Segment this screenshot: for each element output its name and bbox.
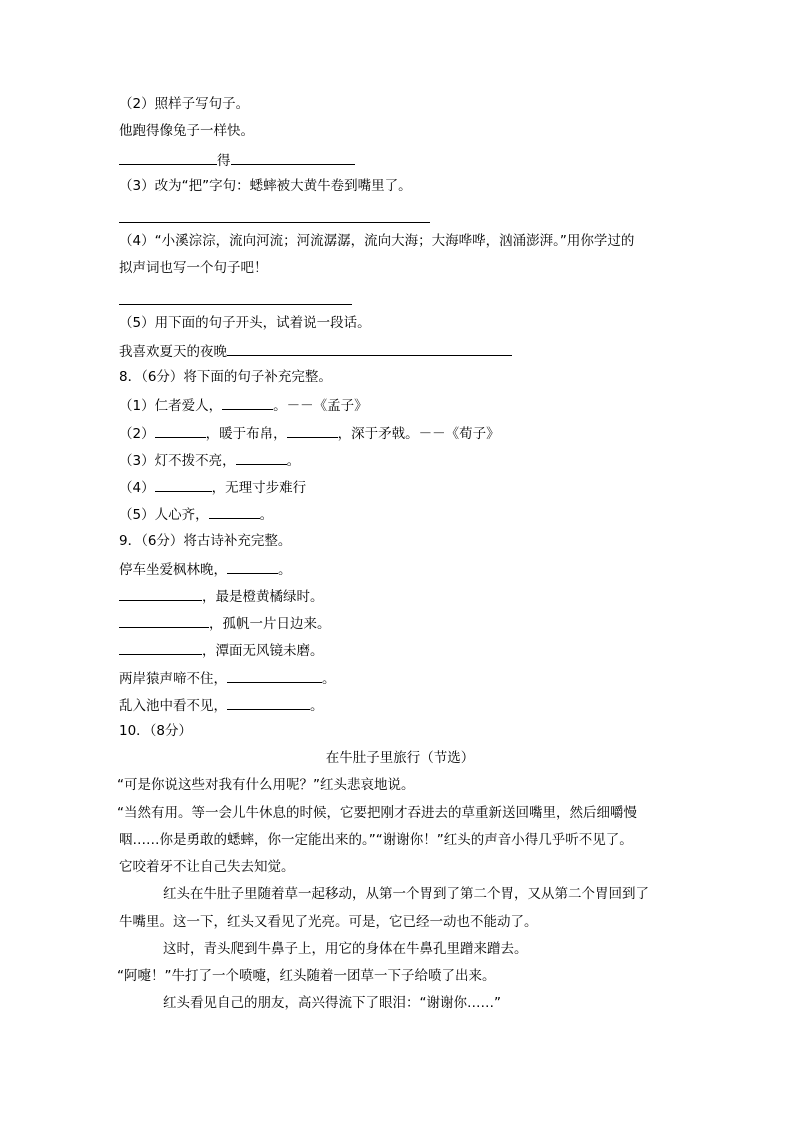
q7-sub3-label: （3）改为“把”字句：蟋蟀被大黄牛卷到嘴里了。 bbox=[119, 178, 412, 194]
text: 两岸猿声啼不住， bbox=[119, 671, 227, 687]
passage-line: 红头在牛肚子里随着草一起移动，从第一个胃到了第二个胃，又从第二个胃回到了 bbox=[163, 886, 649, 902]
q9-line-1 bbox=[119, 558, 292, 578]
q9-line-3 bbox=[119, 612, 331, 632]
text: 停车坐爱枫林晚， bbox=[119, 562, 227, 578]
q7-sub4-line1: （4）“小溪淙淙，流向河流；河流潺潺，流向大海；大海哗哗，汹涌澎湃。”用你学过的 bbox=[119, 233, 635, 249]
text: ，暖于布帛， bbox=[205, 426, 287, 442]
text: ，潭面无风镜未磨。 bbox=[202, 643, 324, 659]
text: （2） bbox=[119, 426, 155, 442]
q9-line-4 bbox=[119, 639, 324, 659]
passage-line: 这时，青头爬到牛鼻子上，用它的身体在牛鼻孔里蹭来蹭去。 bbox=[163, 941, 528, 957]
passage-line: “阿嚏！”牛打了一个喷嚏，红头随着一团草一下子给喷了出来。 bbox=[117, 968, 496, 984]
text: （1）仁者爱人， bbox=[119, 398, 223, 414]
text: 乱入池中看不见， bbox=[119, 698, 227, 714]
answer-blank[interactable] bbox=[236, 449, 287, 465]
q7-sub2-example: 他跑得像兔子一样快。 bbox=[119, 123, 254, 139]
q8-item-4 bbox=[119, 476, 306, 496]
answer-blank[interactable] bbox=[209, 503, 260, 519]
answer-blank[interactable] bbox=[155, 422, 206, 438]
answer-blank[interactable] bbox=[227, 667, 322, 683]
answer-blank[interactable] bbox=[227, 340, 512, 356]
passage-line: 牛嘴里。这一下，红头又看见了光亮。可是，它已经一动也不能动了。 bbox=[119, 914, 538, 930]
text: 。 bbox=[322, 671, 336, 687]
passage-line: “当然有用。等一会儿牛休息的时候，它要把刚才吞进去的草重新送回嘴里，然后细嚼慢 bbox=[117, 805, 637, 821]
q7-sub4-line2: 拟声词也写一个句子吧！ bbox=[119, 260, 268, 276]
q8-item-2 bbox=[119, 422, 500, 442]
q7-sub5-label: （5）用下面的句子开头，试着说一段话。 bbox=[119, 315, 371, 331]
answer-blank[interactable] bbox=[155, 476, 212, 492]
sentence-start: 我喜欢夏天的夜晚 bbox=[119, 344, 227, 360]
q9-line-2 bbox=[119, 585, 324, 605]
text: （3）灯不拨不亮， bbox=[119, 453, 236, 469]
text: ，深于矛戟。－－《荀子》 bbox=[337, 426, 500, 442]
q7-sub5-start bbox=[119, 340, 512, 360]
q8-item-1 bbox=[119, 394, 368, 414]
text: （5）人心齐， bbox=[119, 507, 209, 523]
text: 。－－《孟子》 bbox=[273, 398, 368, 414]
passage-line: 它咬着牙不让自己失去知觉。 bbox=[119, 859, 295, 875]
answer-blank[interactable] bbox=[227, 694, 310, 710]
q10-title: 10．（8分） bbox=[119, 723, 193, 739]
text: 。 bbox=[286, 453, 301, 469]
q8-title: 8．（6分）将下面的句子补充完整。 bbox=[119, 369, 332, 385]
answer-blank[interactable] bbox=[222, 394, 273, 410]
q7-sub2-label: （2）照样子写句子。 bbox=[119, 96, 250, 112]
text: 。 bbox=[278, 562, 292, 578]
text: ，孤帆一片日边来。 bbox=[209, 616, 331, 632]
passage-line: 红头看见自己的朋友，高兴得流下了眼泪：“谢谢你……” bbox=[163, 995, 501, 1011]
text: 。 bbox=[310, 698, 324, 714]
passage-line: 咽……你是勇敢的蟋蟀，你一定能出来的。”“谢谢你！”红头的声音小得几乎听不见了。 bbox=[119, 832, 633, 848]
answer-blank[interactable] bbox=[231, 149, 355, 165]
q9-line-5 bbox=[119, 667, 336, 687]
answer-blank[interactable] bbox=[119, 149, 217, 165]
answer-line[interactable] bbox=[119, 304, 352, 305]
answer-blank[interactable] bbox=[227, 558, 278, 574]
answer-blank[interactable] bbox=[119, 585, 202, 601]
passage-title: 在牛肚子里旅行（节选） bbox=[325, 750, 475, 766]
answer-line[interactable] bbox=[119, 222, 430, 223]
text: 。 bbox=[259, 507, 274, 523]
text: （4） bbox=[119, 480, 155, 496]
text: ，无理寸步难行 bbox=[211, 480, 307, 496]
text: ，最是橙黄橘绿时。 bbox=[202, 589, 324, 605]
answer-blank[interactable] bbox=[287, 422, 338, 438]
q8-item-5 bbox=[119, 503, 273, 523]
q9-title: 9．（6分）将古诗补充完整。 bbox=[119, 533, 292, 549]
passage-line: “可是你说这些对我有什么用呢？”红头悲哀地说。 bbox=[117, 777, 415, 793]
q7-sub2-answer-line bbox=[119, 149, 355, 169]
q9-line-6 bbox=[119, 694, 324, 714]
q8-item-3 bbox=[119, 449, 300, 469]
answer-blank[interactable] bbox=[119, 639, 202, 655]
de-char: 得 bbox=[217, 153, 231, 169]
answer-blank[interactable] bbox=[119, 612, 209, 628]
